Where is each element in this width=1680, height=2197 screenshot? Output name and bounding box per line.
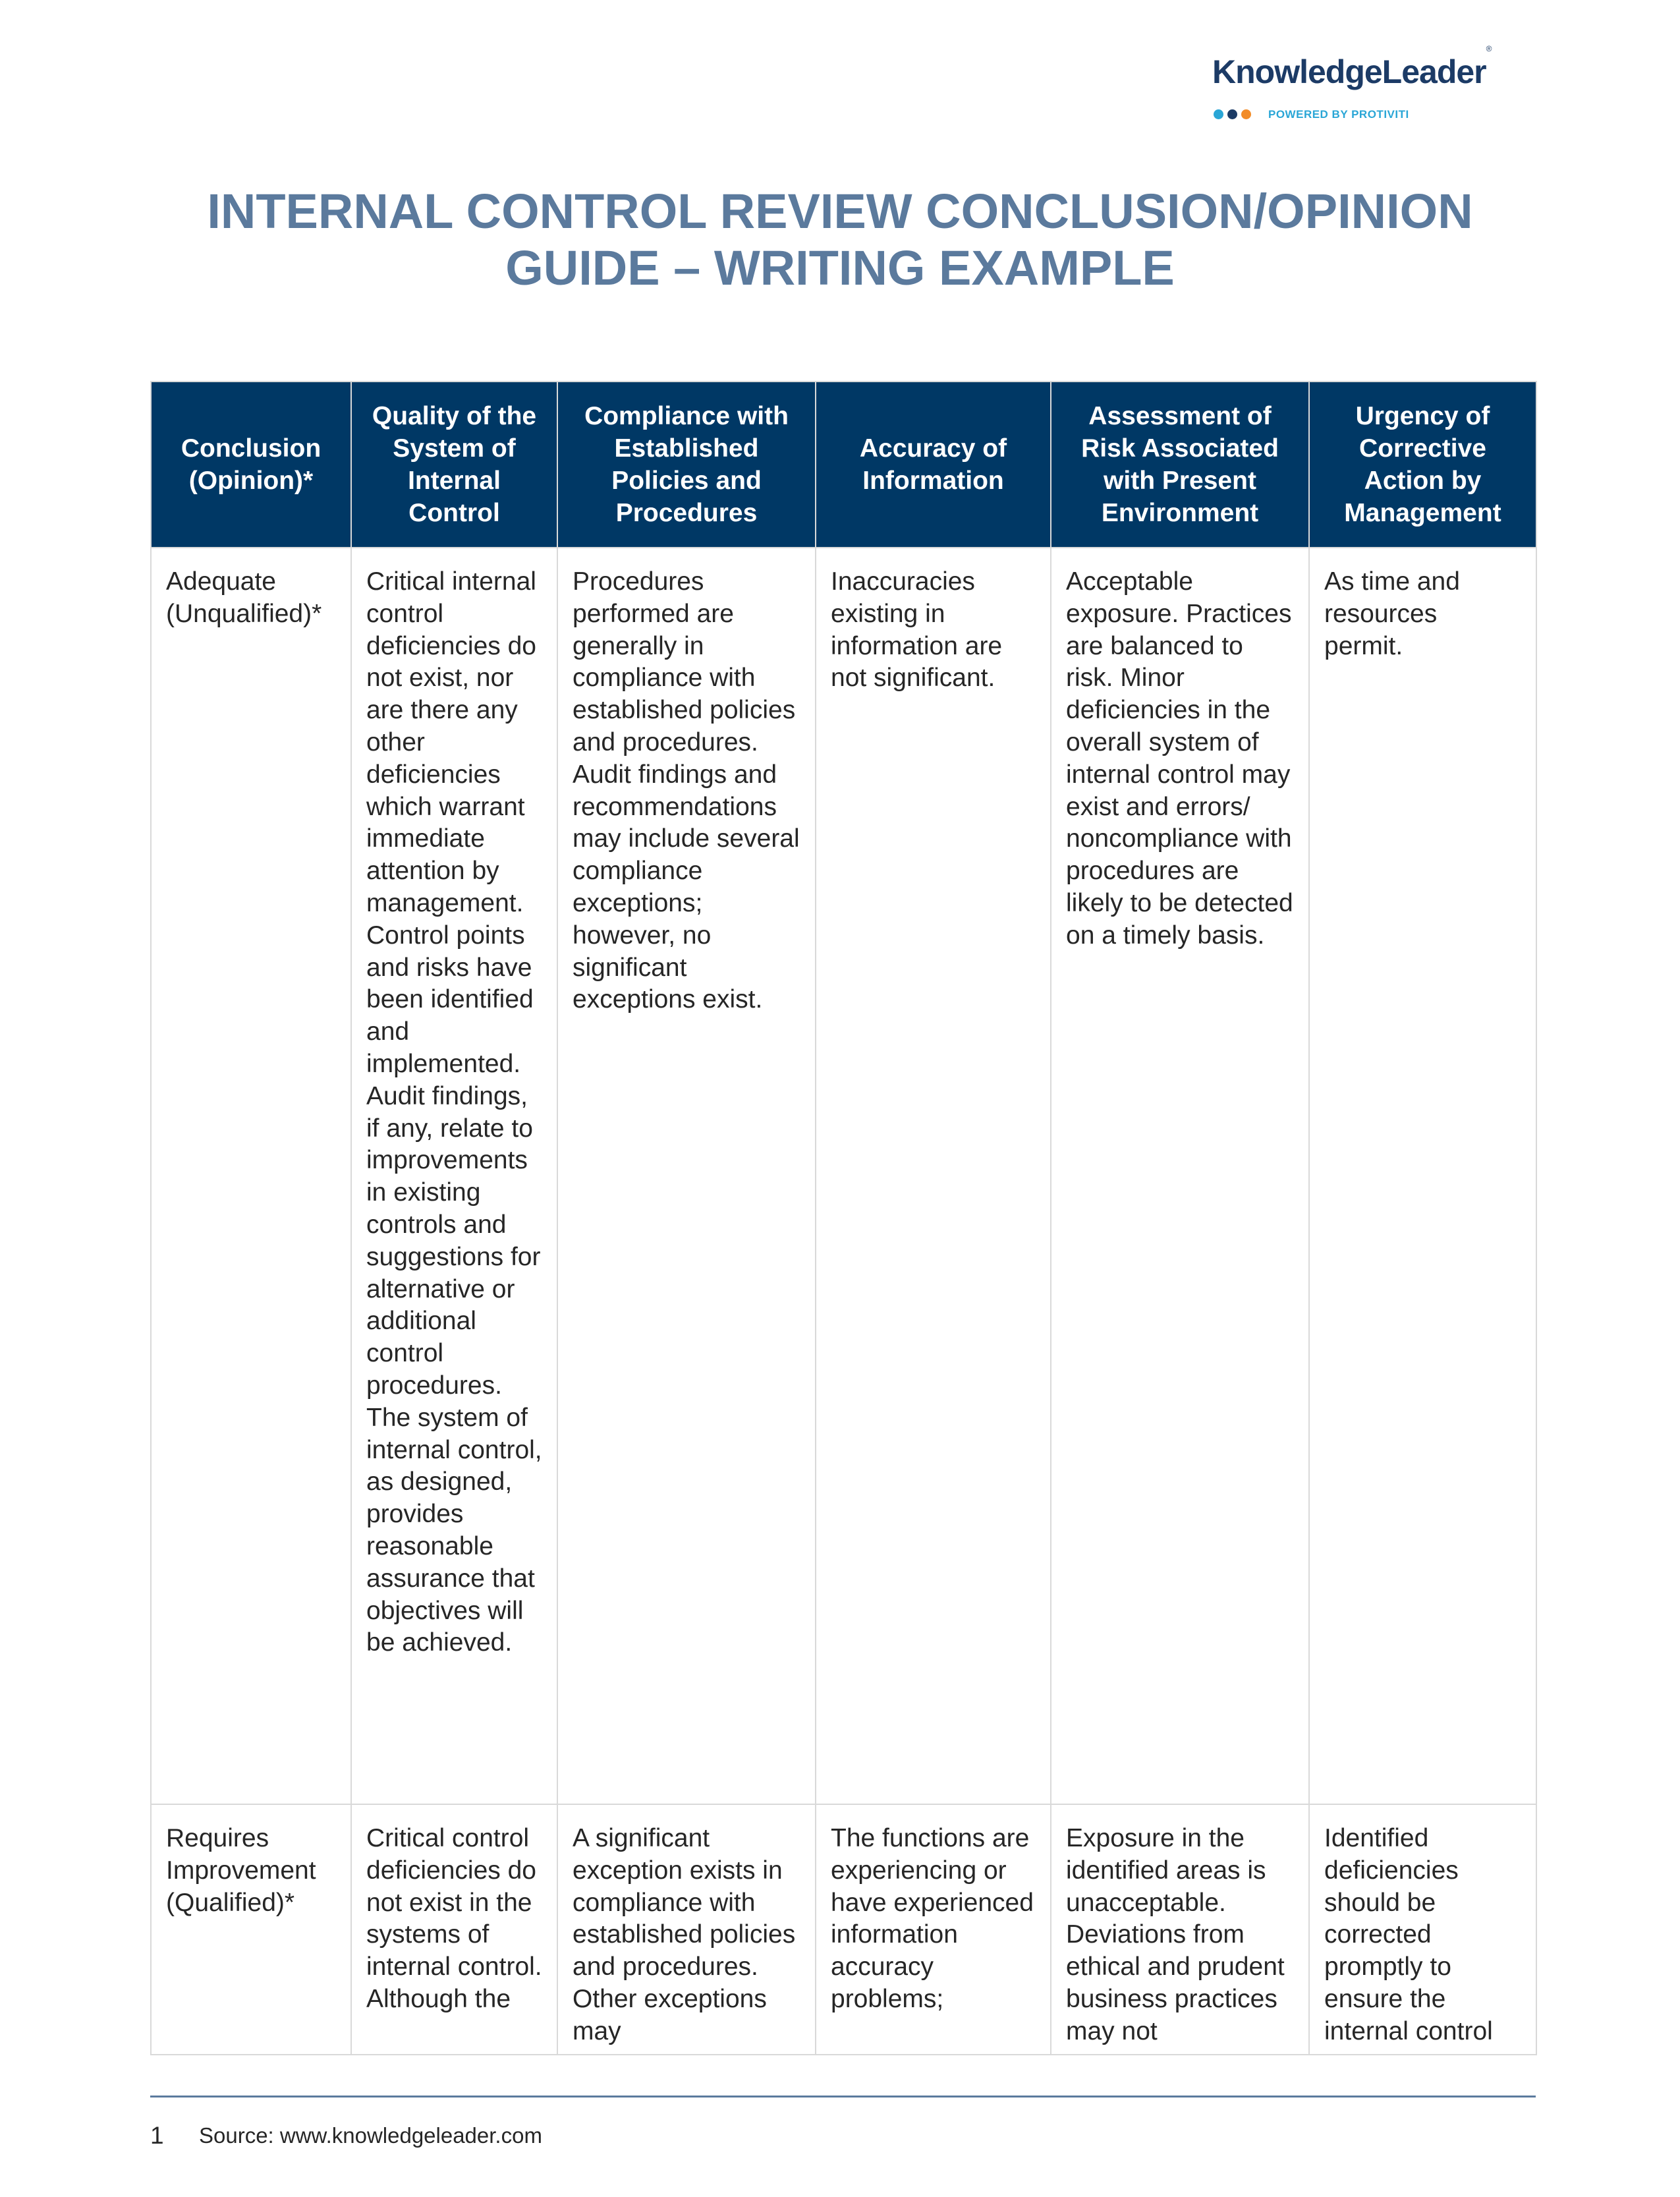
brand-tagline: POWERED BY PROTIVITI (1268, 108, 1409, 121)
brand-dot (1227, 109, 1237, 119)
brand-dots-icon (1214, 109, 1251, 119)
table-cell: The functions are experiencing or have experienced information accuracy problems; (816, 1804, 1051, 2055)
brand-dot (1214, 109, 1223, 119)
column-header-urgency: Urgency of Corrective Action by Management (1309, 382, 1536, 548)
table-row (151, 1804, 1536, 2055)
table-cell: Critical control deficiencies do not exist in the systems of internal control. Although the (351, 1804, 557, 2055)
column-header-quality: Quality of the System of Internal Control (351, 382, 557, 548)
table-cell: Procedures performed are generally in compliance with established policies and procedures. Audit findings and recommendations may include several compliance exceptions; however, no significant exceptions exist. (557, 548, 816, 1804)
column-header-conclusion: Conclusion (Opinion)* (151, 382, 351, 548)
table-cell: As time and resources permit. (1309, 548, 1536, 1804)
column-header-risk: Assessment of Risk Associated with Present Environment (1051, 382, 1309, 548)
column-header-accuracy: Accuracy of Information (816, 382, 1051, 548)
footer-divider (150, 2096, 1536, 2097)
table-cell: Acceptable exposure. Practices are balanced to risk. Minor deficiencies in the overall system of internal control may exist and errors/ noncompliance with procedures are likely to be detected on a timely basis. (1051, 548, 1309, 1804)
brand-name: KnowledgeLeader® (1212, 44, 1492, 90)
table-cell: Adequate (Unqualified)* (151, 548, 351, 1804)
table-cell: Critical internal control deficiencies do not exist, nor are there any other deficiencies which warrant immediate attention by management. Control points and risks have been identified and implemented. Audit findings, if any, relate to improvements in existing controls and suggestions for alternative or additional control procedures. The system of internal control, as designed, provides reasonable assurance that objectives will be achieved. (351, 548, 557, 1804)
title-line-1: INTERNAL CONTROL REVIEW CONCLUSION/OPINION (207, 184, 1473, 239)
table-cell: Identified deficiencies should be corrected promptly to ensure the internal control (1309, 1804, 1536, 2055)
brand-dot (1241, 109, 1251, 119)
table-cell: Exposure in the identified areas is unacceptable. Deviations from ethical and prudent business practices may not (1051, 1804, 1309, 2055)
source-line: Source: www.knowledgeleader.com (199, 2123, 542, 2148)
table-row (151, 548, 1536, 1804)
opinion-guide-table (150, 381, 1537, 2055)
title-line-2: GUIDE – WRITING EXAMPLE (505, 241, 1175, 295)
column-header-compliance: Compliance with Established Policies and Procedures (557, 382, 816, 548)
table-cell: Inaccuracies existing in information are not significant. (816, 548, 1051, 1804)
brand-logo (1212, 44, 1542, 125)
table-header-row (151, 382, 1536, 548)
table-cell: A significant exception exists in compliance with established policies and procedures. Other exceptions may (557, 1804, 816, 2055)
page-number: 1 (150, 2122, 164, 2149)
table-cell: Requires Improvement (Qualified)* (151, 1804, 351, 2055)
page-title (132, 183, 1548, 297)
